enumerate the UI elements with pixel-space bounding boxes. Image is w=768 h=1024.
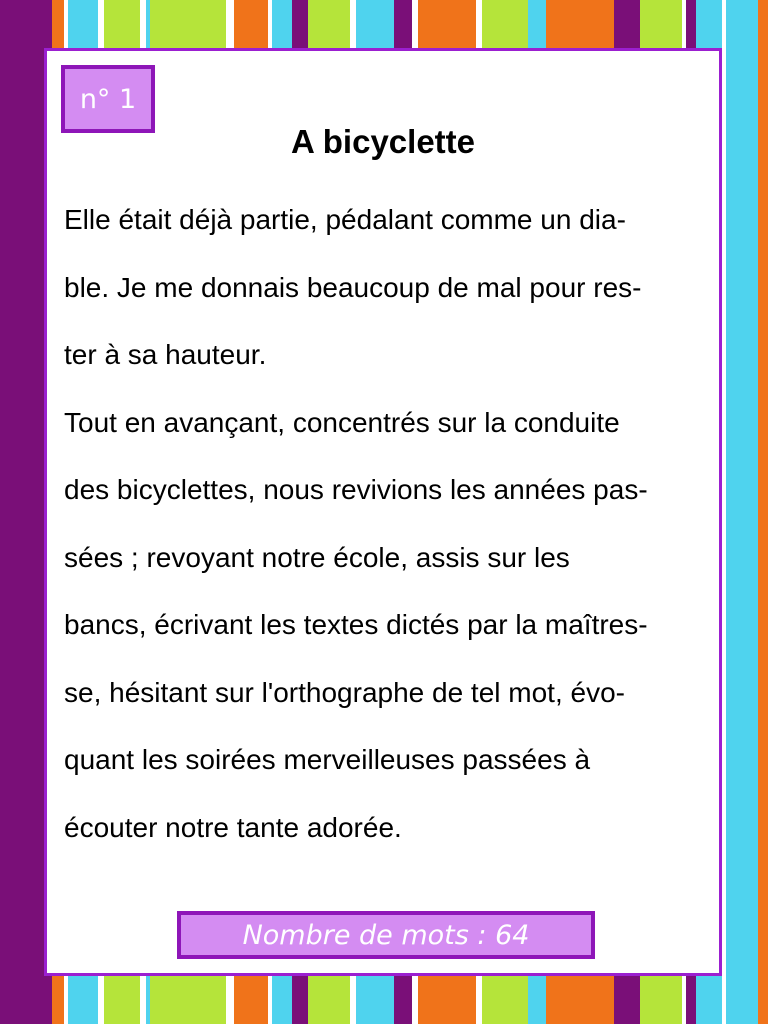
text-line: se, hésitant sur l'orthographe de tel mot, évo- bbox=[64, 676, 625, 708]
card-number-badge: n° 1 bbox=[61, 65, 155, 133]
right-stripe-band bbox=[722, 0, 768, 1024]
text-line: des bicyclettes, nous revivions les années pas- bbox=[64, 474, 648, 505]
word-count-badge: Nombre de mots : 64 bbox=[177, 911, 595, 959]
left-stripe-band bbox=[0, 0, 46, 1024]
text-line: quant les soirées merveilleuses passées à bbox=[64, 744, 591, 775]
reading-text bbox=[64, 186, 714, 861]
card-title: A bicyclette bbox=[290, 123, 475, 160]
text-line: Elle était déjà partie, pédalant comme un dia- bbox=[64, 204, 626, 235]
text-line: bancs, écrivant les textes dictés par la maîtres- bbox=[64, 609, 648, 640]
text-line: sées ; revoyant notre école, assis sur les bbox=[64, 541, 570, 573]
text-line: ble. Je me donnais beaucoup de mal pour res- bbox=[64, 271, 642, 303]
text-line: Tout en avançant, concentrés sur la conduite bbox=[64, 406, 620, 438]
text-line: ter à sa hauteur. bbox=[64, 339, 267, 370]
reading-card bbox=[44, 48, 722, 976]
text-line: écouter notre tante adorée. bbox=[64, 811, 402, 843]
